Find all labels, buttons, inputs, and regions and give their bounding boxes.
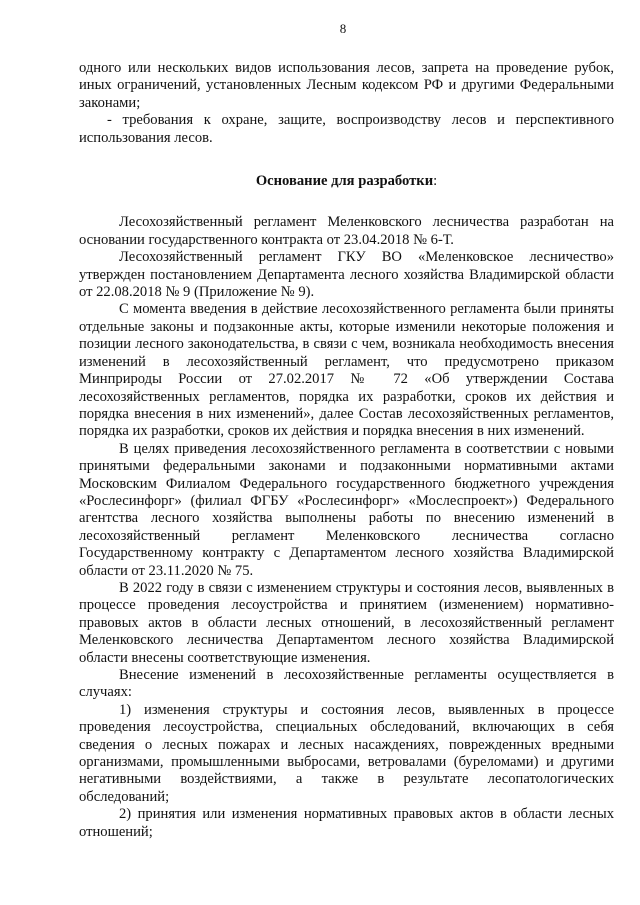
paragraph-requirements: - требования к охране, защите, воспроизводству лесов и перспективного использования лесов. xyxy=(79,112,614,146)
section-heading xyxy=(79,173,614,190)
paragraph-amendments-work: В целях приведения лесохозяйственного регламента в соответствии с новыми принятыми федеральными законами и подзаконными нормативными актами Московским Филиалом Федерального государственного бюджетного учреждения «Рослесинфорг» (филиал ФГБУ «Рослесинфорг» «Мослеспроект») Федерального агентства лесного хозяйства выполнены работы по внесению изменений в лесохозяйственный регламент Меленковского лесничества согласно Государственному контракту с Департаментом лесного хозяйства Владимирской области от 23.11.2020 № 75. xyxy=(79,440,614,579)
paragraph-amendments-need: С момента введения в действие лесохозяйственного регламента были приняты отдельные законы и подзаконные акты, которые изменили некоторые положения и позиции лесного законодательства, в связи с чем, возникала необходимость внесения изменений в лесохозяйственный регламент, что предусмотрено приказом Минприроды России от 27.02.2017 № 72 «Об утверждении Состава лесохозяйственных регламентов, порядка их разработки, сроков их действия и порядка внесения в них изменений», далее Состав лесохозяйственных регламентов, порядка их разработки, сроков их действия и порядка внесения в них изменений. xyxy=(79,301,614,440)
document-body xyxy=(79,60,614,841)
paragraph-cases-intro: Внесение изменений в лесохозяйственные регламенты осуществляется в случаях: xyxy=(79,667,614,701)
list-item-case-2: 2) принятия или изменения нормативных правовых актов в области лесных отношений; xyxy=(79,806,614,840)
list-item-case-1: 1) изменения структуры и состояния лесов, выявленных в процессе проведения лесоустройства, специальных обследований, включающих в себя сведения о лесных пожарах и лесных насаждениях, поврежденных вредными организмами, промышленными выбросами, ветровалами (буреломами) и другими негативными воздействиями, а также в результате лесопатологических обследований; xyxy=(79,701,614,805)
paragraph-regulation-approval: Лесохозяйственный регламент ГКУ ВО «Меленковское лесничество» утвержден постановлением Департамента лесного хозяйства Владимирской области от 22.08.2018 № 9 (Приложение № 9). xyxy=(79,249,614,301)
paragraph-2022-changes: В 2022 году в связи с изменением структуры и состояния лесов, выявленных в процессе проведения лесоустройства и принятием (изменением) нормативно-правовых актов в области лесных отношений, в лесохозяйственный регламент Меленковского лесничества Департаментом лесного хозяйства Владимирской области внесены соответствующие изменения. xyxy=(79,579,614,666)
section-heading-colon: : xyxy=(433,173,438,190)
section-heading-text: Основание для разработки xyxy=(255,173,434,190)
page-number: 8 xyxy=(339,21,347,36)
paragraph-regulation-basis: Лесохозяйственный регламент Меленковского лесничества разработан на основании государственного контракта от 23.04.2018 № 6-Т. xyxy=(79,214,614,248)
paragraph-continuation: одного или нескольких видов использования лесов, запрета на проведение рубок, иных ограничений, установленных Лесным кодексом РФ и другими Федеральными законами; xyxy=(79,60,614,111)
